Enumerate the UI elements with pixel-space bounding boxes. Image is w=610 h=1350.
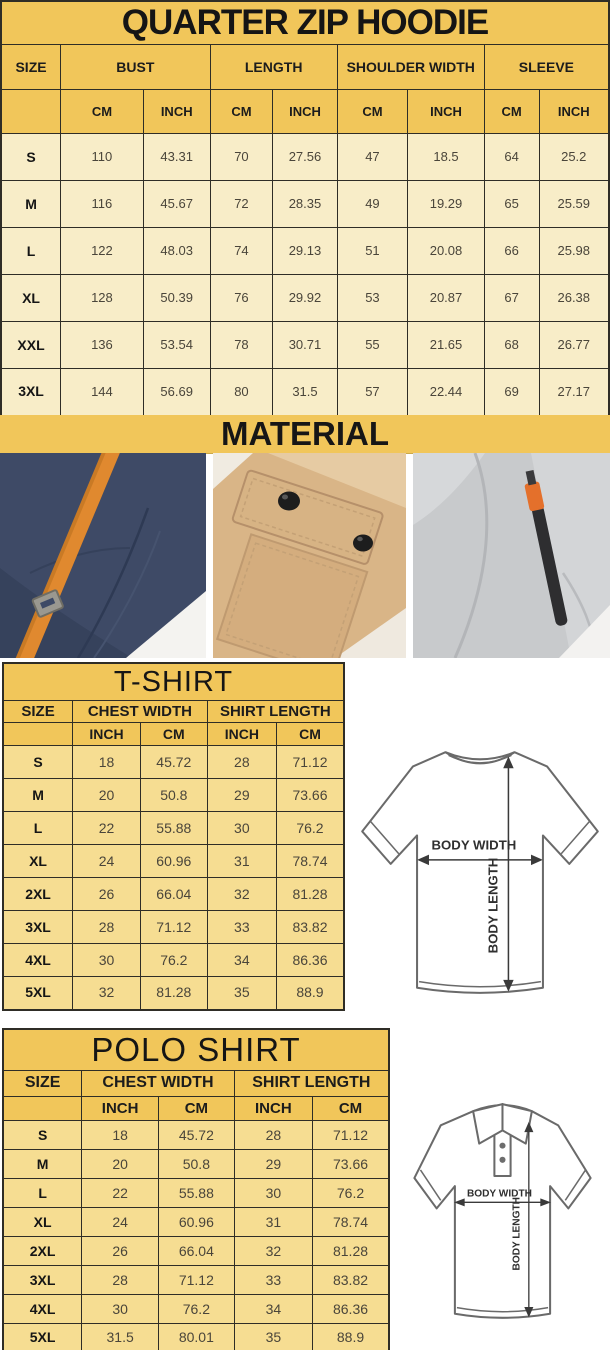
value-cell: 26.38 [539,275,609,322]
table-row [3,977,344,1010]
value-cell: 25.2 [539,134,609,181]
value-cell: 66 [484,228,539,275]
value-cell: 69 [484,369,539,416]
value-cell: 26 [73,878,141,911]
value-cell: 18 [82,1121,159,1150]
size-cell: 5XL [3,977,73,1010]
size-cell: XL [1,275,61,322]
unit-header: INCH [143,90,210,134]
col-header-shoulder: SHOULDER WIDTH [337,45,484,90]
value-cell: 45.72 [140,746,207,779]
col-header-sleeve: SLEEVE [484,45,609,90]
value-cell: 27.56 [273,134,337,181]
size-cell: S [1,134,61,181]
size-cell: XL [3,845,73,878]
value-cell: 60.96 [140,845,207,878]
value-cell: 29.92 [273,275,337,322]
value-cell: 68 [484,322,539,369]
value-cell: 32 [234,1237,312,1266]
value-cell: 45.72 [159,1121,235,1150]
value-cell: 55.88 [159,1179,235,1208]
size-cell: S [3,1121,82,1150]
table-row [3,911,344,944]
value-cell: 20 [82,1150,159,1179]
size-cell: 5XL [3,1324,82,1350]
size-cell: XXL [1,322,61,369]
hoodie-units-row [1,90,609,134]
table-row [3,1121,389,1150]
value-cell: 57 [337,369,408,416]
table-row [1,134,609,181]
value-cell: 34 [207,944,276,977]
unit-header: INCH [207,723,276,746]
size-cell: 3XL [3,911,73,944]
value-cell: 22.44 [408,369,485,416]
value-cell: 29 [234,1150,312,1179]
unit-header: INCH [408,90,485,134]
col-header-shirt-length: SHIRT LENGTH [207,701,344,723]
table-row [3,1295,389,1324]
value-cell: 81.28 [140,977,207,1010]
value-cell: 18.5 [408,134,485,181]
unit-header: CM [484,90,539,134]
material-photo-gray-zipper [413,453,610,658]
col-header-bust: BUST [61,45,211,90]
value-cell: 88.9 [276,977,344,1010]
value-cell: 35 [207,977,276,1010]
value-cell: 21.65 [408,322,485,369]
value-cell: 88.9 [313,1324,389,1350]
value-cell: 73.66 [276,779,344,812]
value-cell: 80 [210,369,273,416]
value-cell: 116 [61,181,144,228]
value-cell: 33 [234,1266,312,1295]
polo-title-row [3,1029,389,1071]
value-cell: 76.2 [313,1179,389,1208]
table-row [3,944,344,977]
value-cell: 28 [207,746,276,779]
value-cell: 78.74 [313,1208,389,1237]
value-cell: 122 [61,228,144,275]
value-cell: 53.54 [143,322,210,369]
value-cell: 64 [484,134,539,181]
size-cell: 3XL [3,1266,82,1295]
tshirt-units-row [3,723,344,746]
tshirt-group-header-row [3,701,344,723]
value-cell: 71.12 [140,911,207,944]
value-cell: 50.8 [140,779,207,812]
col-header-size: SIZE [3,1071,82,1097]
col-header-chest-width: CHEST WIDTH [82,1071,234,1097]
value-cell: 53 [337,275,408,322]
body-length-label: BODY LENGTH [485,857,501,954]
value-cell: 71.12 [159,1266,235,1295]
tshirt-title: T-SHIRT [3,663,344,701]
value-cell: 76.2 [140,944,207,977]
table-row [3,845,344,878]
value-cell: 76.2 [276,812,344,845]
value-cell: 144 [61,369,144,416]
size-cell: 3XL [1,369,61,416]
table-row [3,1179,389,1208]
size-cell: M [3,1150,82,1179]
value-cell: 30 [234,1179,312,1208]
table-row [3,1324,389,1350]
value-cell: 26 [82,1237,159,1266]
size-cell: 4XL [3,1295,82,1324]
value-cell: 28 [73,911,141,944]
value-cell: 28 [234,1121,312,1150]
value-cell: 24 [82,1208,159,1237]
table-row [3,1150,389,1179]
value-cell: 28.35 [273,181,337,228]
unit-header: CM [276,723,344,746]
material-section-title: MATERIAL [0,415,610,454]
value-cell: 20.08 [408,228,485,275]
unit-header: INCH [234,1097,312,1121]
value-cell: 70 [210,134,273,181]
size-cell: S [3,746,73,779]
table-row [1,275,609,322]
value-cell: 76.2 [159,1295,235,1324]
value-cell: 27.17 [539,369,609,416]
value-cell: 78 [210,322,273,369]
value-cell: 30 [73,944,141,977]
value-cell: 74 [210,228,273,275]
value-cell: 20 [73,779,141,812]
value-cell: 29 [207,779,276,812]
value-cell: 48.03 [143,228,210,275]
body-width-label: BODY WIDTH [466,1188,532,1200]
value-cell: 56.69 [143,369,210,416]
size-cell: L [3,1179,82,1208]
empty-cell [1,90,61,134]
col-header-size: SIZE [3,701,73,723]
polo-title: POLO SHIRT [3,1029,389,1071]
value-cell: 128 [61,275,144,322]
value-cell: 50.8 [159,1150,235,1179]
col-header-size: SIZE [1,45,61,90]
value-cell: 81.28 [276,878,344,911]
value-cell: 81.28 [313,1237,389,1266]
empty-cell [3,723,73,746]
table-row [1,369,609,416]
value-cell: 83.82 [313,1266,389,1295]
body-width-label: BODY WIDTH [431,837,517,853]
col-header-shirt-length: SHIRT LENGTH [234,1071,389,1097]
value-cell: 18 [73,746,141,779]
unit-header: INCH [273,90,337,134]
value-cell: 30 [207,812,276,845]
value-cell: 110 [61,134,144,181]
col-header-chest-width: CHEST WIDTH [73,701,208,723]
table-row [3,746,344,779]
snap-button [353,535,373,552]
value-cell: 86.36 [313,1295,389,1324]
value-cell: 71.12 [276,746,344,779]
hoodie-title: QUARTER ZIP HOODIE [1,1,609,45]
value-cell: 19.29 [408,181,485,228]
value-cell: 25.98 [539,228,609,275]
value-cell: 22 [73,812,141,845]
value-cell: 136 [61,322,144,369]
value-cell: 43.31 [143,134,210,181]
table-row [3,1237,389,1266]
value-cell: 26.77 [539,322,609,369]
unit-header: CM [313,1097,389,1121]
value-cell: 83.82 [276,911,344,944]
table-row [3,1266,389,1295]
value-cell: 47 [337,134,408,181]
tshirt-size-table [2,662,345,1011]
value-cell: 32 [73,977,141,1010]
value-cell: 78.74 [276,845,344,878]
value-cell: 24 [73,845,141,878]
size-cell: XL [3,1208,82,1237]
unit-header: CM [140,723,207,746]
value-cell: 28 [82,1266,159,1295]
hoodie-size-table [0,0,610,417]
value-cell: 66.04 [140,878,207,911]
value-cell: 67 [484,275,539,322]
value-cell: 50.39 [143,275,210,322]
value-cell: 55.88 [140,812,207,845]
value-cell: 71.12 [313,1121,389,1150]
value-cell: 80.01 [159,1324,235,1350]
value-cell: 60.96 [159,1208,235,1237]
unit-header: INCH [73,723,141,746]
value-cell: 72 [210,181,273,228]
value-cell: 49 [337,181,408,228]
snap-button [278,492,300,511]
tshirt-title-row [3,663,344,701]
col-header-length: LENGTH [210,45,337,90]
value-cell: 65 [484,181,539,228]
value-cell: 20.87 [408,275,485,322]
unit-header: CM [210,90,273,134]
value-cell: 86.36 [276,944,344,977]
polo-units-row [3,1097,389,1121]
unit-header: CM [337,90,408,134]
value-cell: 25.59 [539,181,609,228]
size-cell: 4XL [3,944,73,977]
hoodie-group-header-row [1,45,609,90]
table-row [1,322,609,369]
value-cell: 35 [234,1324,312,1350]
tshirt-diagram [356,738,604,1004]
value-cell: 22 [82,1179,159,1208]
value-cell: 30 [82,1295,159,1324]
material-photo-navy-drawstring [0,453,206,658]
polo-group-header-row [3,1071,389,1097]
table-row [3,812,344,845]
value-cell: 29.13 [273,228,337,275]
value-cell: 45.67 [143,181,210,228]
unit-header: INCH [82,1097,159,1121]
empty-cell [3,1097,82,1121]
unit-header: CM [159,1097,235,1121]
value-cell: 76 [210,275,273,322]
value-cell: 32 [207,878,276,911]
table-row [3,779,344,812]
value-cell: 30.71 [273,322,337,369]
size-cell: 2XL [3,1237,82,1266]
table-row [3,878,344,911]
value-cell: 31.5 [82,1324,159,1350]
body-length-label: BODY LENGTH [511,1197,523,1271]
table-row [1,228,609,275]
value-cell: 33 [207,911,276,944]
unit-header: INCH [539,90,609,134]
value-cell: 66.04 [159,1237,235,1266]
size-cell: 2XL [3,878,73,911]
polo-diagram [410,1097,596,1333]
material-photo-khaki-pocket [213,453,406,658]
value-cell: 31.5 [273,369,337,416]
table-row [1,181,609,228]
value-cell: 34 [234,1295,312,1324]
hoodie-title-row [1,1,609,45]
value-cell: 31 [207,845,276,878]
table-row [3,1208,389,1237]
size-cell: M [1,181,61,228]
value-cell: 73.66 [313,1150,389,1179]
value-cell: 55 [337,322,408,369]
polo-size-table [2,1028,390,1350]
value-cell: 51 [337,228,408,275]
unit-header: CM [61,90,144,134]
material-photo-strip [0,453,610,658]
size-cell: M [3,779,73,812]
size-cell: L [3,812,73,845]
value-cell: 31 [234,1208,312,1237]
size-cell: L [1,228,61,275]
